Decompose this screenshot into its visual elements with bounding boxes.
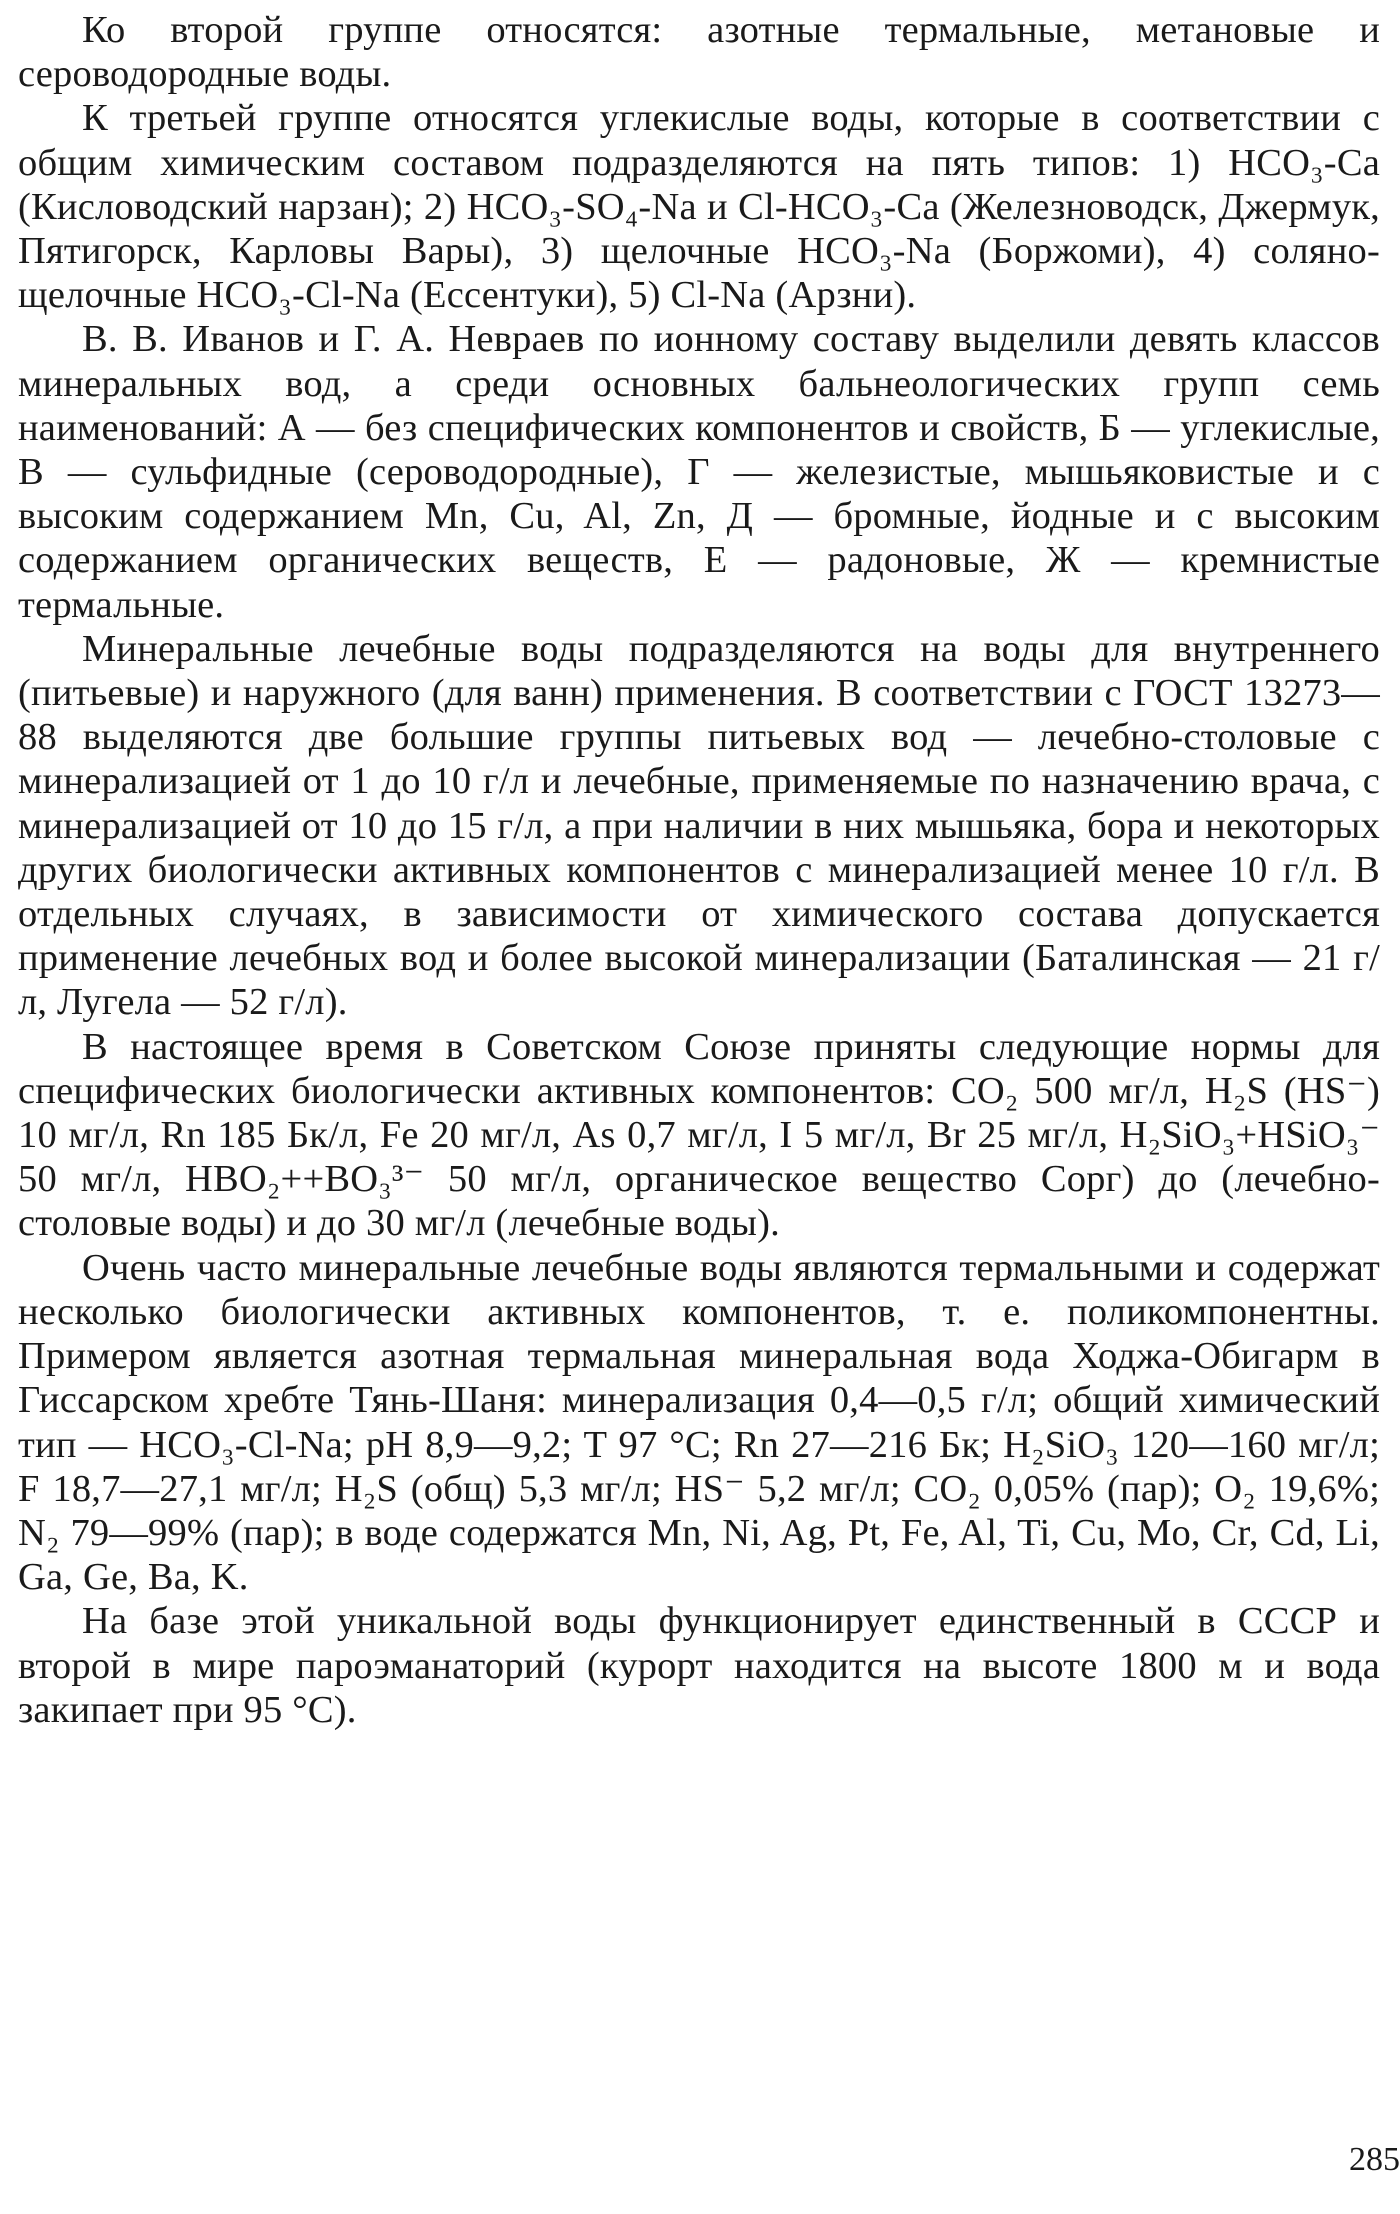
- paragraph-drinking-waters: Минеральные лечебные воды подразделяются на воды для внутреннего (питьевые) и наружного (для ванн) применения. В соответствии с ГОСТ 13273—88 выделяются две большие группы питьевых вод — лечебно-столовые с минерализацией от 1 до 10 г/л и лечебные, применяемые по назначению врача, с минерализацией от 10 до 15 г/л, а при наличии в них мышьяка, бора и некоторых других биологически активных компонентов с минерализацией менее 10 г/л. В отдельных случаях, в зависимости от химического состава допускается применение лечебных вод и более высокой минерализации (Баталинская — 21 г/л, Лугела — 52 г/л).: [18, 627, 1380, 1024]
- paragraph-third-group: К третьей группе относятся углекислые воды, которые в соответствии с общим химическим составом подразделяются на пять типов: 1) HCO₃-Ca (Кисловодский нарзан); 2) HCO₃-SO₄-Na и Cl-HCO₃-Ca (Железноводск, Джермук, Пятигорск, Карловы Вары), 3) щелочные HCO₃-Na (Боржоми), 4) соляно-щелочные HCO₃-Cl-Na (Ессентуки), 5) Cl-Na (Арзни).: [18, 97, 1380, 317]
- paragraph-norms: В настоящее время в Советском Союзе приняты следующие нормы для специфических биологически активных компонентов: CO₂ 500 мг/л, H₂S (HS⁻) 10 мг/л, Rn 185 Бк/л, Fe 20 мг/л, As 0,7 мг/л, I 5 мг/л, Br 25 мг/л, H₂SiO₃+HSiO₃⁻ 50 мг/л, HBO₂++BO₃³⁻ 50 мг/л, органическое вещество Cорг) до (лечебно-столовые воды) и до 30 мг/л (лечебные воды).: [18, 1025, 1380, 1245]
- paragraph-thermal-waters: Очень часто минеральные лечебные воды являются термальными и содержат несколько биологически активных компонентов, т. е. поликомпонентны. Примером является азотная термальная минеральная вода Ходжа-Обигарм в Гиссарском хребте Тянь-Шаня: минерализация 0,4—0,5 г/л; общий химический тип — HCO₃-Cl-Na; pH 8,9—9,2; T 97 °C; Rn 27—216 Бк; H₂SiO₃ 120—160 мг/л; F 18,7—27,1 мг/л; H₂S (общ) 5,3 мг/л; HS⁻ 5,2 мг/л; CO₂ 0,05% (пар); O₂ 19,6%; N₂ 79—99% (пар); в воде содержатся Mn, Ni, Ag, Pt, Fe, Al, Ti, Cu, Mo, Cr, Cd, Li, Ga, Ge, Ba, K.: [18, 1246, 1380, 1599]
- paragraph-balneological-groups: В. В. Иванов и Г. А. Невраев по ионному составу выделили девять классов минеральных вод, а среди основных бальнеологических групп семь наименований: А — без специфических компонентов и свойств, Б — углекислые, В — сульфидные (сероводородные), Г — железистые, мышьяковистые и с высоким содержанием Mn, Cu, Al, Zn, Д — бромные, йодные и с высоким содержанием органических веществ, Е — радоновые, Ж — кремнистые термальные.: [18, 318, 1380, 626]
- book-page: [18, 8, 1380, 2198]
- paragraph-second-group: Ко второй группе относятся: азотные термальные, метановые и сероводородные воды.: [18, 9, 1380, 96]
- page-number: 285: [1349, 2141, 1400, 2178]
- paragraph-vaporarium: На базе этой уникальной воды функционирует единственный в СССР и второй в мире пароэманаторий (курорт находится на высоте 1800 м и вода закипает при 95 °C).: [18, 1600, 1380, 1731]
